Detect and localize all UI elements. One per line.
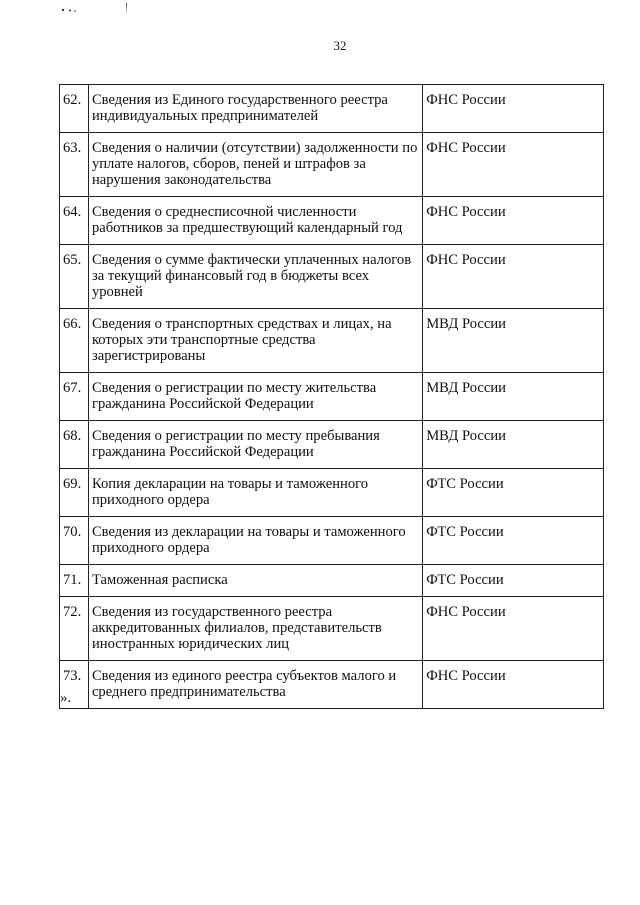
- records-table-body: [60, 85, 604, 709]
- row-number: 71.: [60, 565, 89, 597]
- row-description: Сведения из Единого государственного реестра индивидуальных предпринимателей: [88, 85, 422, 133]
- row-description: Копия декларации на товары и таможенного приходного ордера: [88, 469, 422, 517]
- row-agency: ФНС России: [423, 597, 604, 661]
- row-description: Сведения о транспортных средствах и лицах, на которых эти транспортные средства зарегистрированы: [88, 309, 422, 373]
- row-number: 62.: [60, 85, 89, 133]
- row-number: 69.: [60, 469, 89, 517]
- row-agency: МВД России: [423, 421, 604, 469]
- row-description: Сведения о регистрации по месту пребывания гражданина Российской Федерации: [88, 421, 422, 469]
- row-agency: ФНС России: [423, 245, 604, 309]
- records-table: [59, 84, 604, 709]
- row-number: 63.: [60, 133, 89, 197]
- row-agency: ФНС России: [423, 85, 604, 133]
- row-description: Сведения о среднесписочной численности работников за предшествующий календарный год: [88, 197, 422, 245]
- row-agency: ФНС России: [423, 197, 604, 245]
- row-agency: МВД России: [423, 309, 604, 373]
- row-description: Сведения о сумме фактически уплаченных налогов за текущий финансовый год в бюджеты всех уровней: [88, 245, 422, 309]
- row-description: Сведения о регистрации по месту жительства гражданина Российской Федерации: [88, 373, 422, 421]
- table-row: [60, 469, 604, 517]
- table-row: [60, 661, 604, 709]
- row-number: 66.: [60, 309, 89, 373]
- table-row: [60, 421, 604, 469]
- table-row: [60, 133, 604, 197]
- table-row: [60, 245, 604, 309]
- row-description: Сведения о наличии (отсутствии) задолженности по уплате налогов, сборов, пеней и штрафов за нарушения законодательства: [88, 133, 422, 197]
- row-number: 70.: [60, 517, 89, 565]
- row-agency: МВД России: [423, 373, 604, 421]
- row-description: Сведения из государственного реестра аккредитованных филиалов, представительств иностранных юридических лиц: [88, 597, 422, 661]
- row-agency: ФТС России: [423, 517, 604, 565]
- row-number: 67.: [60, 373, 89, 421]
- table-row: [60, 597, 604, 661]
- row-number: 65.: [60, 245, 89, 309]
- table-row: [60, 85, 604, 133]
- row-description: Таможенная расписка: [88, 565, 422, 597]
- table-row: [60, 517, 604, 565]
- row-number: 72.: [60, 597, 89, 661]
- row-description: Сведения из декларации на товары и таможенного приходного ордера: [88, 517, 422, 565]
- table-row: [60, 373, 604, 421]
- table-row: [60, 309, 604, 373]
- row-agency: ФТС России: [423, 469, 604, 517]
- row-number: 73.: [60, 661, 89, 709]
- table-row: [60, 565, 604, 597]
- page-number: 32: [333, 38, 347, 53]
- row-agency: ФТС России: [423, 565, 604, 597]
- row-agency: ФНС России: [423, 661, 604, 709]
- scan-artifact-marks: [60, 2, 140, 16]
- row-agency: ФНС России: [423, 133, 604, 197]
- row-number: 68.: [60, 421, 89, 469]
- closing-quote: ».: [60, 690, 72, 706]
- row-number: 64.: [60, 197, 89, 245]
- table-row: [60, 197, 604, 245]
- row-description: Сведения из единого реестра субъектов малого и среднего предпринимательства: [88, 661, 422, 709]
